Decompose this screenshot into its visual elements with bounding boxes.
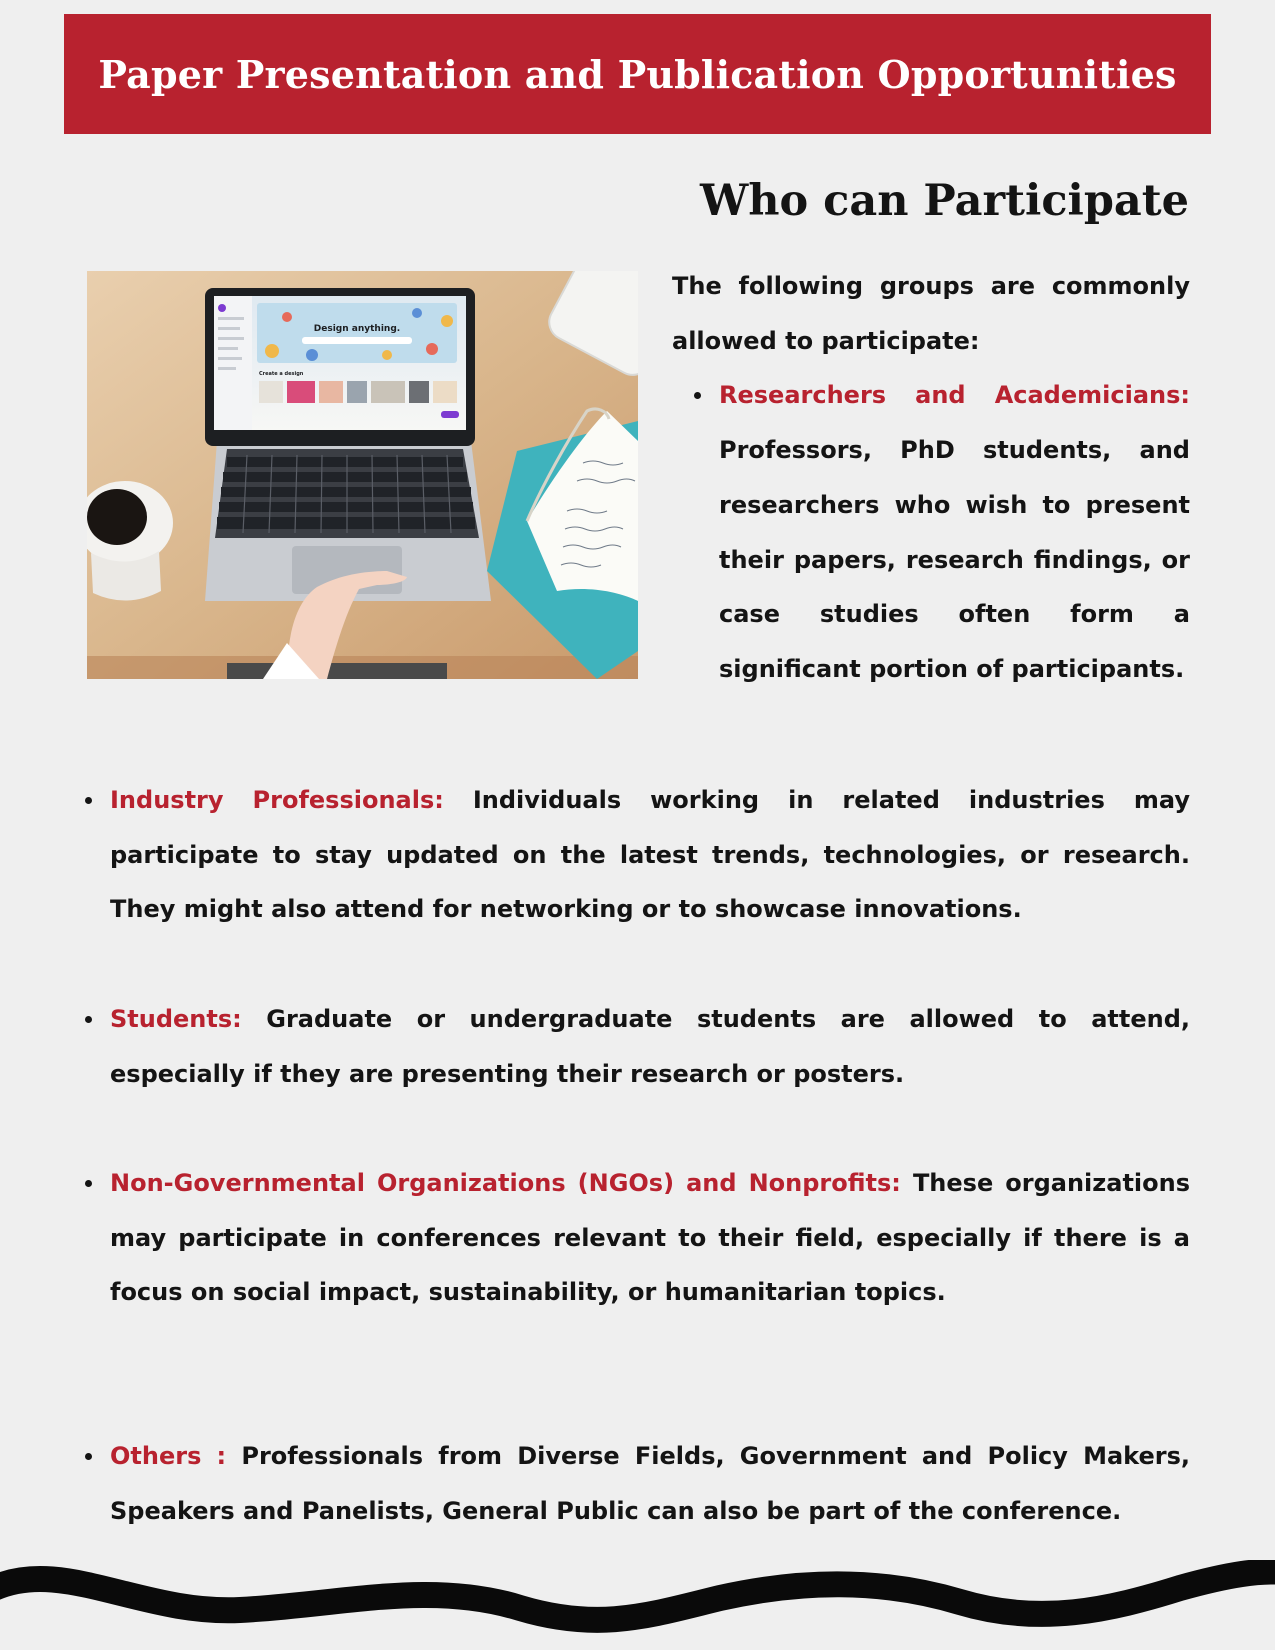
group-description: Graduate or undergraduate students are allowed to attend, especially if they are presenting their research or posters. — [110, 1005, 1190, 1088]
group-label: Students: — [110, 1005, 242, 1033]
group-label: Industry Professionals: — [110, 786, 444, 814]
group-description: These organizations may participate in conferences relevant to their field, especially if there is a focus on social impact, sustainability, or humanitarian topics. — [110, 1169, 1191, 1307]
list-item — [110, 1429, 1190, 1538]
list-item — [110, 1156, 1190, 1320]
laptop-desk-photo — [87, 271, 638, 679]
group-item-others — [110, 1429, 1190, 1538]
intro-text: The following groups are commonly allowed to participate: — [672, 272, 1190, 355]
decorative-wave — [0, 1560, 1275, 1650]
group-description: Individuals working in related industries may participate to stay updated on the latest trends, technologies, or research. They might also attend for networking or to showcase innovations. — [110, 786, 1190, 924]
page-title: Paper Presentation and Publication Opportunities — [98, 51, 1177, 97]
screen-subheading: Create a design — [259, 371, 304, 377]
intro-block — [672, 259, 1190, 697]
section-title: Who can Participate — [699, 176, 1189, 226]
group-item-students — [110, 992, 1190, 1101]
group-label: Non-Governmental Organizations (NGOs) and Nonprofits: — [110, 1169, 901, 1197]
list-item — [110, 773, 1190, 937]
group-label: Others : — [110, 1442, 227, 1470]
group-item-industry — [110, 773, 1190, 937]
group-description: Professors, PhD students, and researchers who wish to present their papers, research findings, or case studies often form a significant portion of participants. — [719, 436, 1190, 683]
group-item-ngos — [110, 1156, 1190, 1320]
intro-group-list — [719, 368, 1190, 696]
header-banner — [64, 14, 1211, 134]
screen-heading: Design anything. — [313, 324, 401, 334]
list-item — [110, 992, 1190, 1101]
group-description: Professionals from Diverse Fields, Government and Policy Makers, Speakers and Panelists, General Public can also be part of the conference. — [110, 1442, 1191, 1525]
group-label: Researchers and Academicians: — [719, 381, 1190, 410]
group-item-researchers — [719, 368, 1190, 696]
